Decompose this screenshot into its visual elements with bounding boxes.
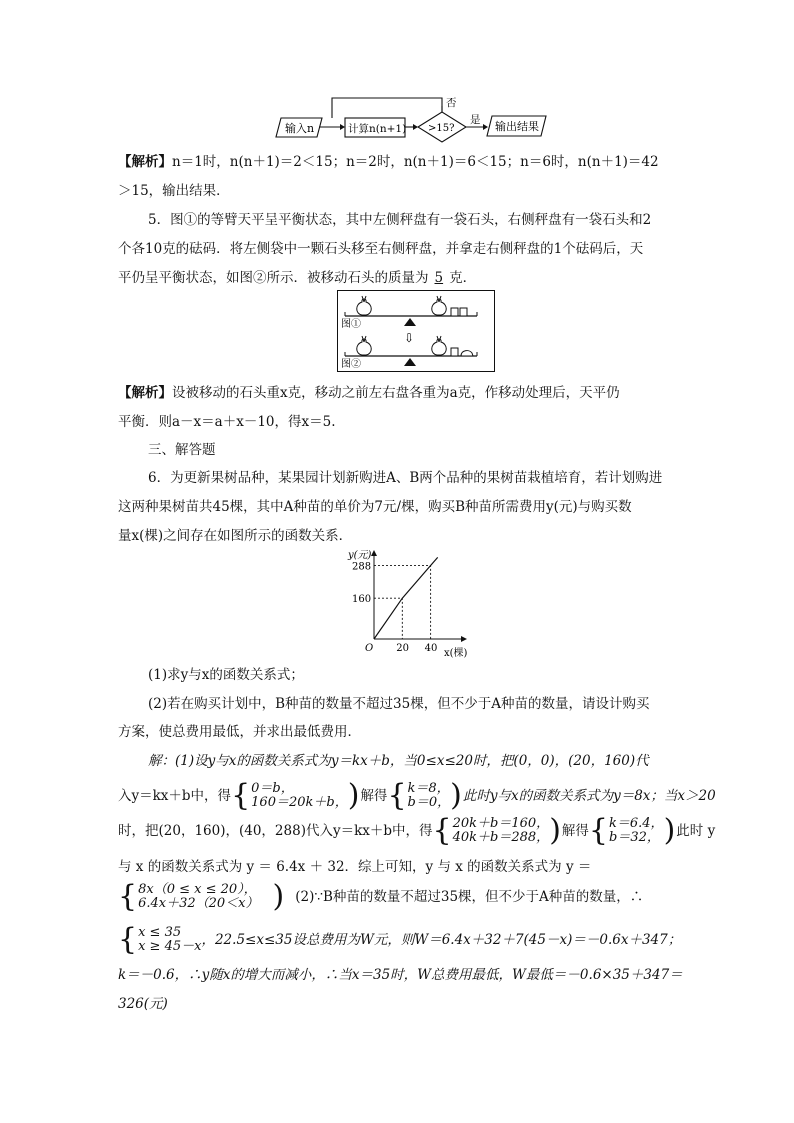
x-tick-label: 40 — [424, 643, 438, 654]
stone-bag-icon — [357, 336, 372, 355]
down-arrow-icon: ⇩ — [404, 331, 415, 345]
fulcrum-icon — [404, 318, 416, 326]
flow-compute-text: 计算n(n+1) — [348, 123, 407, 135]
q6-line1: 6．为更新果树品种，某果园计划新购进A、B两个品种的果树苗栽植培育，若计划购进 — [148, 470, 663, 486]
q5-analysis-line1 — [118, 384, 620, 402]
flow-condition-text: >15? — [428, 123, 455, 134]
fulcrum-icon — [404, 358, 416, 366]
q5-line3 — [118, 269, 476, 287]
weight-icon — [451, 308, 467, 316]
q6-part2-line2: 方案，使总费用最低，并求出最低费用． — [118, 724, 361, 740]
x-tick-label: 20 — [396, 643, 410, 654]
solution-text: 此时 y — [676, 823, 716, 839]
equation-row: 160＝20k＋b， — [251, 795, 348, 810]
analysis-label: 【解析】 — [118, 154, 172, 170]
analysis-label: 【解析】 — [118, 385, 172, 401]
stone-icon — [461, 351, 473, 356]
balance-figure — [337, 290, 495, 372]
equation-row: 20k＋b＝160， — [452, 816, 550, 831]
stone-bag-icon — [432, 296, 447, 315]
solution-text: 时，把(20，160)，(40，288)代入y＝kx＋b中，得 — [118, 823, 433, 839]
equation-row: 40k＋b＝288， — [452, 830, 550, 845]
y-axis-label: y(元) — [348, 550, 372, 561]
y-tick-label: 160 — [352, 594, 372, 606]
fig2-label: 图② — [341, 359, 361, 370]
flow-output-text: 输出结果 — [495, 120, 539, 133]
equation-row: x ≤ 35 — [138, 925, 182, 940]
flowchart — [270, 92, 560, 154]
q5-line2: 个各10克的砝码．将左侧袋中一颗石头移至右侧秤盘，并拿走右侧秤盘的1个砝码后，天 — [118, 241, 644, 257]
origin-label: O — [365, 643, 374, 654]
solution-line5: { 8x（0 ≤ x ≤ 20）， 6.4x＋32（20＜x） ) (2)∵B种苗的数量不超过35棵，但不少于A种苗的数量，∴ — [118, 879, 644, 914]
q5-line1: 5．图①的等臂天平呈平衡状态，其中左侧秤盘有一袋石头，右侧秤盘有一袋石头和2 — [148, 212, 652, 228]
solution-line6: { x ≤ 35 x ≥ 45－x ，22.5≤x≤35设总费用为W元，则W＝6.4x＋32＋7(45－x)＝－0.6x＋347； — [118, 922, 682, 957]
solution-line1: 解：(1)设y与x的函数关系式为y＝kx＋b，当0≤x≤20时，把(0，0)，(20，160)代 — [148, 753, 649, 769]
section-title: 三、解答题 — [148, 442, 216, 458]
q4-analysis-line2: ＞15，输出结果． — [118, 183, 230, 199]
stone-bag-icon — [357, 296, 372, 315]
solution-line2: 入y＝kx＋b中，得 { 0＝b， 160＝20k＋b， ) 解得 { k＝8， b＝0， ) 此时y与x的函数关系式为y＝8x；当x＞20 — [118, 778, 716, 813]
q5-analysis-text: 设被移动的石头重x克，移动之前左右盘各重为a克，作移动处理后，天平仍 — [172, 385, 620, 401]
flow-yes-label: 是 — [470, 114, 481, 126]
solution-line3: 时，把(20，160)，(40，288)代入y＝kx＋b中，得 { 20k＋b＝160， 40k＋b＝288， ) 解得 { k＝6.4， b＝32， ) 此时 y — [118, 813, 716, 848]
fig1-label: 图① — [341, 319, 361, 330]
q5-analysis-line2: 平衡．则a－x＝a＋x－10，得x＝5. — [118, 414, 336, 430]
stone-bag-icon — [432, 336, 447, 355]
flow-no-label: 否 — [446, 97, 457, 109]
solution-line7: k＝－0.6，∴y随x的增大而减小，∴当x＝35时，W总费用最低，W最低＝－0.6×35＋347＝ — [118, 967, 683, 983]
equation-row: b＝0， — [407, 795, 451, 810]
q4-analysis-line1 — [118, 153, 659, 171]
cost-chart — [340, 545, 470, 660]
equation-row: k＝8， — [407, 781, 450, 796]
equation-row: 0＝b， — [251, 781, 294, 796]
solution-line8: 326(元) — [118, 996, 168, 1012]
q4-analysis-text: n＝1时，n(n＋1)＝2＜15；n＝2时，n(n＋1)＝6＜15；n＝6时，n(n＋1)＝42 — [172, 154, 659, 170]
equation-row: x ≥ 45－x — [138, 939, 202, 954]
solution-text: (2)∵B种苗的数量不超过35棵，但不少于A种苗的数量，∴ — [295, 889, 644, 905]
equation-row: 8x（0 ≤ x ≤ 20）， — [138, 882, 257, 897]
q5-line3-end: 克． — [449, 270, 477, 286]
equation-row: b＝32， — [609, 830, 660, 845]
q5-line3-text: 平仍呈平衡状态，如图②所示．被移动石头的质量为 — [118, 270, 429, 286]
q6-line2: 这两种果树苗共45棵，其中A种苗的单价为7元/棵，购买B种苗所需费用y(元)与购买数 — [118, 499, 632, 515]
solution-text: 入y＝kx＋b中，得 — [118, 788, 232, 804]
q6-part1: (1)求y与x的函数关系式； — [148, 667, 304, 683]
x-axis-label: x(棵) — [444, 648, 468, 659]
solution-text: 解得 — [360, 788, 388, 804]
solution-text: ，22.5≤x≤35设总费用为W元，则W＝6.4x＋32＋7(45－x)＝－0.6x＋347； — [201, 932, 682, 948]
weight-icon — [451, 348, 458, 356]
y-tick-label: 288 — [352, 561, 372, 573]
q6-part2-line1: (2)若在购买计划中，B种苗的数量不超过35棵，但不少于A种苗的数量，请设计购买 — [148, 696, 650, 712]
equation-row: 6.4x＋32（20＜x） — [138, 896, 259, 911]
flow-input-text: 输入n — [285, 122, 315, 135]
solution-line4: 与 x 的函数关系式为 y ＝ 6.4x ＋ 32．综上可知，y 与 x 的函数关系式为 y ＝ — [118, 859, 592, 875]
solution-text: 此时y与x的函数关系式为y＝8x；当x＞20 — [462, 788, 716, 804]
q5-answer: 5 — [434, 270, 444, 286]
solution-text: 解得 — [561, 823, 589, 839]
equation-row: k＝6.4， — [609, 816, 664, 831]
q6-line3: 量x(棵)之间存在如图所示的函数关系． — [118, 528, 353, 544]
